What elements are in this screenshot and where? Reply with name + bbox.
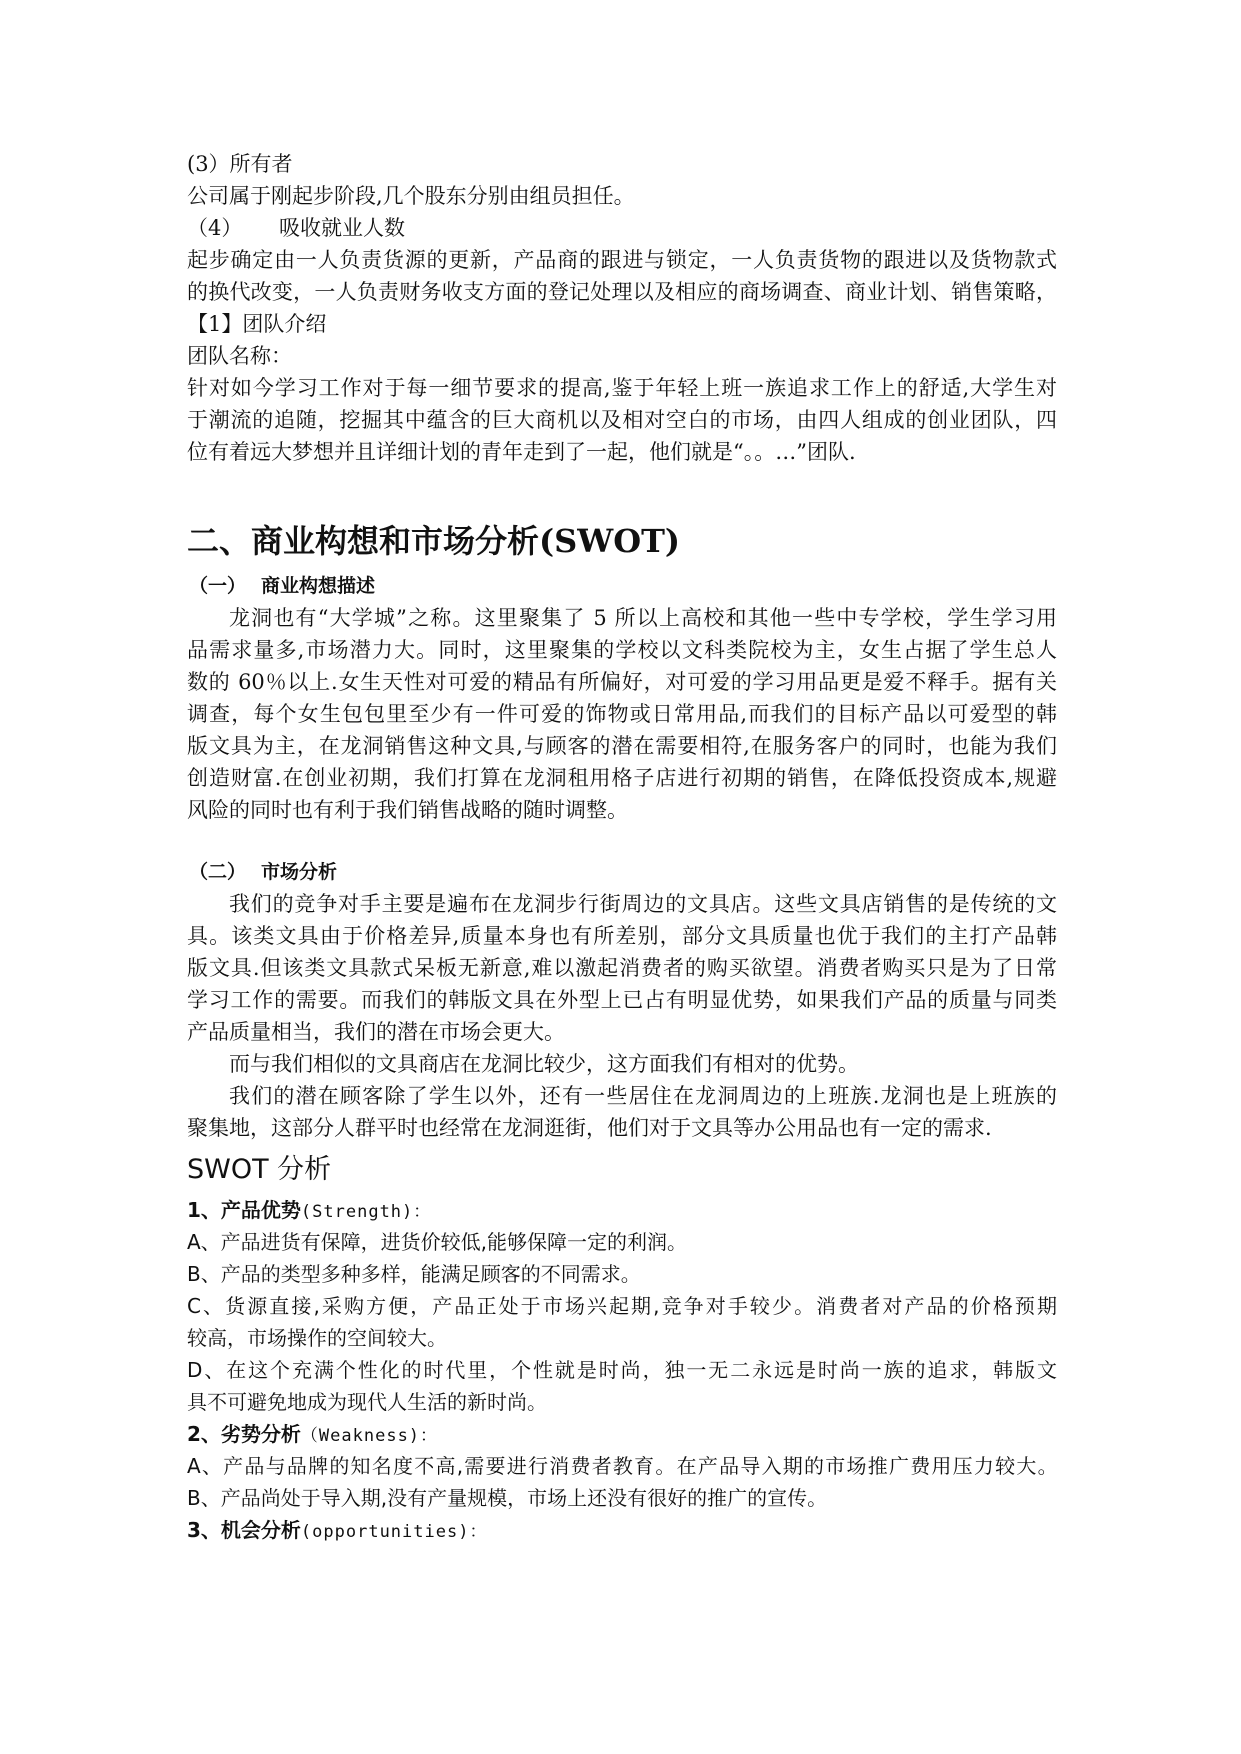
swot-weakness-heading xyxy=(187,1418,1057,1450)
owner-heading: (3）所有者 xyxy=(187,152,293,176)
paragraph-line: 版文具.但该类文具款式呆板无新意,难以激起消费者的购买欲望。消费者购买只是为了日常 xyxy=(187,956,1057,980)
list-item: C、货源直接,采购方便，产品正处于市场兴起期,竞争对手较少。消费者对产品的价格预期 xyxy=(187,1294,1057,1318)
list-item: A、产品进货有保障，进货价较低,能够保障一定的利润。 xyxy=(187,1230,688,1254)
paragraph-line: 龙洞也有“大学城”之称。这里聚集了 5 所以上高校和其他一些中专学校，学生学习用 xyxy=(229,606,1057,630)
paragraph-line: 位有着远大梦想并且详细计划的青年走到了一起，他们就是“。。…”团队. xyxy=(187,440,856,464)
subsection-number: （二） xyxy=(189,861,247,883)
list-item: B、产品的类型多种多样，能满足顾客的不同需求。 xyxy=(187,1262,641,1286)
subsection-title: 市场分析 xyxy=(261,861,338,883)
paragraph-line: 针对如今学习工作对于每一细节要求的提高,鉴于年轻上班一族追求工作上的舒适,大学生对 xyxy=(187,376,1057,400)
strength-en: (Strength)： xyxy=(300,1202,432,1222)
subsection-number: （一） xyxy=(189,575,247,597)
paragraph-line: 而与我们相似的文具商店在龙洞比较少，这方面我们有相对的优势。 xyxy=(229,1052,859,1076)
team-name-label: 团队名称： xyxy=(187,344,292,368)
weakness-en: （Weakness)： xyxy=(300,1426,439,1446)
paragraph-line: 数的 60％以上.女生天性对可爱的精品有所偏好，对可爱的学习用品更是爱不释手。据有关 xyxy=(187,670,1057,694)
paragraph-line: 聚集地，这部分人群平时也经常在龙洞逛街，他们对于文具等办公用品也有一定的需求. xyxy=(187,1116,992,1140)
jobs-heading xyxy=(187,212,1057,244)
paragraph-line: 创造财富.在创业初期，我们打算在龙洞租用格子店进行初期的销售，在降低投资成本,规避 xyxy=(187,766,1057,790)
document-body xyxy=(187,148,1057,1546)
paragraph-line: 的换代改变，一人负责财务收支方面的登记处理以及相应的商场调查、商业计划、销售策略， xyxy=(187,280,1057,304)
paragraph-line: 品需求量多,市场潜力大。同时，这里聚集的学校以文科类院校为主，女生占据了学生总人 xyxy=(187,638,1057,662)
opportunities-label: 3、机会分析 xyxy=(187,1518,301,1542)
jobs-label: 吸收就业人数 xyxy=(279,216,405,240)
team-heading: 【1】团队介绍 xyxy=(187,312,327,336)
swot-strength-heading xyxy=(187,1194,1057,1226)
list-item: B、产品尚处于导入期,没有产量规模，市场上还没有很好的推广的宣传。 xyxy=(187,1486,828,1510)
list-item: 较高，市场操作的空间较大。 xyxy=(187,1326,447,1350)
list-item: 具不可避免地成为现代人生活的新时尚。 xyxy=(187,1390,547,1414)
paragraph-line: 版文具为主，在龙洞销售这种文具,与顾客的潜在需要相符,在服务客户的同时，也能为我们 xyxy=(187,734,1057,758)
swot-title: SWOT 分析 xyxy=(187,1154,332,1185)
paragraph-line: 我们的竞争对手主要是遍布在龙洞步行街周边的文具店。这些文具店销售的是传统的文 xyxy=(229,892,1057,916)
paragraph-line: 于潮流的追随，挖掘其中蕴含的巨大商机以及相对空白的市场，由四人组成的创业团队，四 xyxy=(187,408,1057,432)
paragraph-line: 调查，每个女生包包里至少有一件可爱的饰物或日常用品,而我们的目标产品以可爱型的韩 xyxy=(187,702,1057,726)
paragraph-line: 产品质量相当，我们的潜在市场会更大。 xyxy=(187,1020,565,1044)
swot-opportunities-heading xyxy=(187,1514,1057,1546)
opportunities-en: (opportunities)： xyxy=(300,1522,488,1542)
weakness-label: 2、劣势分析 xyxy=(187,1422,301,1446)
subsection-title: 商业构想描述 xyxy=(261,575,376,597)
subsection-heading xyxy=(187,856,1057,888)
list-item: A、产品与品牌的知名度不高,需要进行消费者教育。在产品导入期的市场推广费用压力较大。 xyxy=(187,1454,1057,1478)
list-item: D、在这个充满个性化的时代里，个性就是时尚，独一无二永远是时尚一族的追求，韩版文 xyxy=(187,1358,1057,1382)
strength-label: 1、产品优势 xyxy=(187,1198,301,1222)
paragraph-line: 我们的潜在顾客除了学生以外，还有一些居住在龙洞周边的上班族.龙洞也是上班族的 xyxy=(229,1084,1057,1108)
section-title: 二、商业构想和市场分析(SWOT) xyxy=(187,522,681,560)
jobs-number: （4） xyxy=(187,216,243,240)
paragraph-line: 起步确定由一人负责货源的更新，产品商的跟进与锁定，一人负责货物的跟进以及货物款式 xyxy=(187,248,1057,272)
paragraph-line: 具。该类文具由于价格差异,质量本身也有所差别，部分文具质量也优于我们的主打产品韩 xyxy=(187,924,1057,948)
paragraph-line: 风险的同时也有利于我们销售战略的随时调整。 xyxy=(187,798,628,822)
subsection-heading xyxy=(187,570,1057,602)
paragraph-line: 学习工作的需要。而我们的韩版文具在外型上已占有明显优势，如果我们产品的质量与同类 xyxy=(187,988,1057,1012)
owner-text: 公司属于刚起步阶段,几个股东分别由组员担任。 xyxy=(187,184,635,208)
